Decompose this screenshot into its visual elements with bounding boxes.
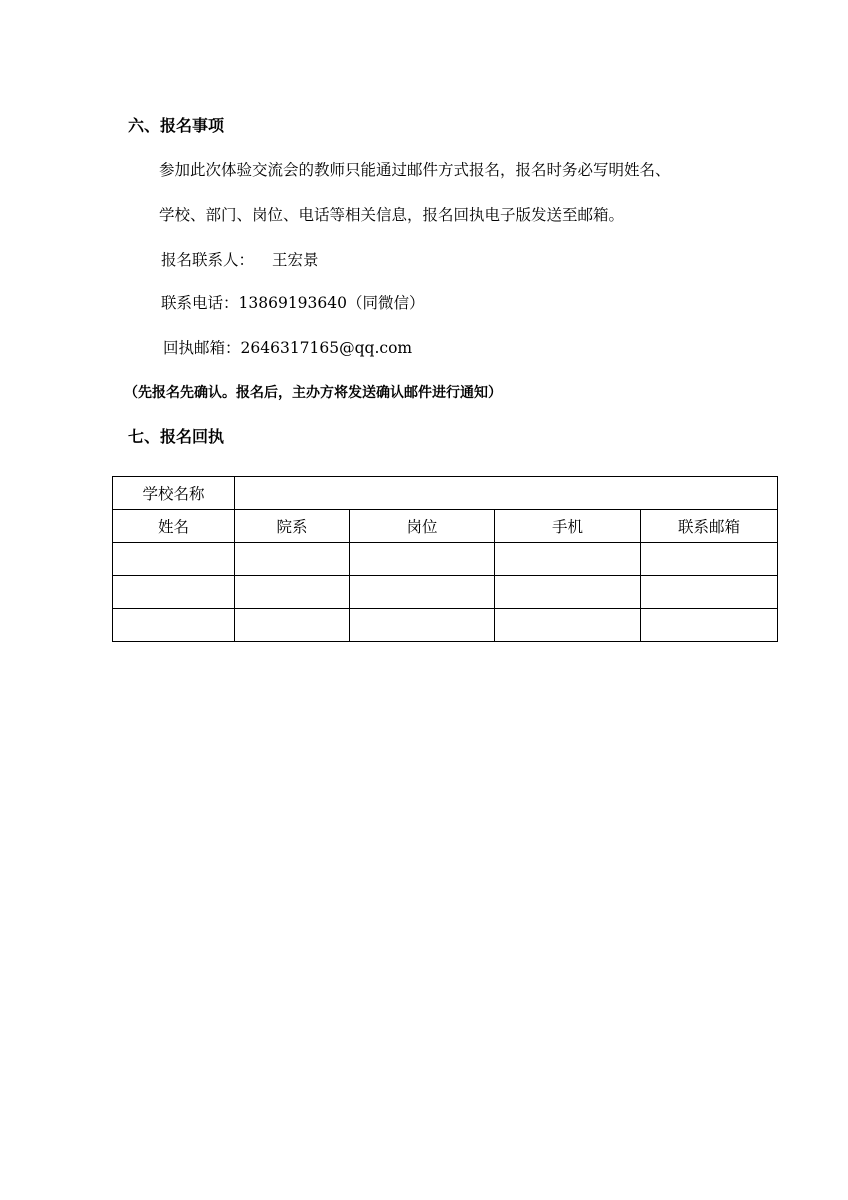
section-6-title: 六、报名事项 xyxy=(128,116,225,135)
school-name-label: 学校名称 xyxy=(113,477,235,510)
phone-number: 13869193640（同微信） xyxy=(238,294,425,312)
registration-receipt-table xyxy=(112,476,778,642)
table-cell[interactable] xyxy=(113,543,235,576)
phone-line xyxy=(161,293,425,313)
email-line xyxy=(163,338,412,358)
table-cell[interactable] xyxy=(113,609,235,642)
registration-note: （先报名先确认。报名后，主办方将发送确认邮件进行通知） xyxy=(124,385,502,401)
school-row xyxy=(113,477,778,510)
contact-person-label: 报名联系人： xyxy=(161,251,255,269)
table-cell[interactable] xyxy=(495,543,641,576)
table-row xyxy=(113,609,778,642)
section-7-title: 七、报名回执 xyxy=(128,427,225,446)
section-6-paragraph-line-2: 学校、部门、岗位、电话等相关信息，报名回执电子版发送至邮箱。 xyxy=(159,206,625,224)
school-name-cell[interactable] xyxy=(235,477,778,510)
table-header-row xyxy=(113,510,778,543)
table-cell[interactable] xyxy=(113,576,235,609)
email-label: 回执邮箱： xyxy=(163,339,241,357)
contact-person-name: 王宏景 xyxy=(272,251,319,269)
header-name: 姓名 xyxy=(113,510,235,543)
table-cell[interactable] xyxy=(350,609,495,642)
header-mobile: 手机 xyxy=(495,510,641,543)
table-cell[interactable] xyxy=(235,576,350,609)
header-email: 联系邮箱 xyxy=(641,510,778,543)
contact-person-line xyxy=(161,250,319,270)
table-cell[interactable] xyxy=(641,543,778,576)
table-cell[interactable] xyxy=(495,576,641,609)
header-department: 院系 xyxy=(235,510,350,543)
header-position: 岗位 xyxy=(350,510,495,543)
table-row xyxy=(113,543,778,576)
table-cell[interactable] xyxy=(350,543,495,576)
table-cell[interactable] xyxy=(641,576,778,609)
table-cell[interactable] xyxy=(235,543,350,576)
table-cell[interactable] xyxy=(235,609,350,642)
table-cell[interactable] xyxy=(350,576,495,609)
phone-label: 联系电话： xyxy=(161,294,239,312)
table-cell[interactable] xyxy=(495,609,641,642)
email-address: 2646317165@qq.com xyxy=(240,339,413,357)
table-cell[interactable] xyxy=(641,609,778,642)
section-6-paragraph-line-1: 参加此次体验交流会的教师只能通过邮件方式报名，报名时务必写明姓名、 xyxy=(159,161,671,179)
table-row xyxy=(113,576,778,609)
